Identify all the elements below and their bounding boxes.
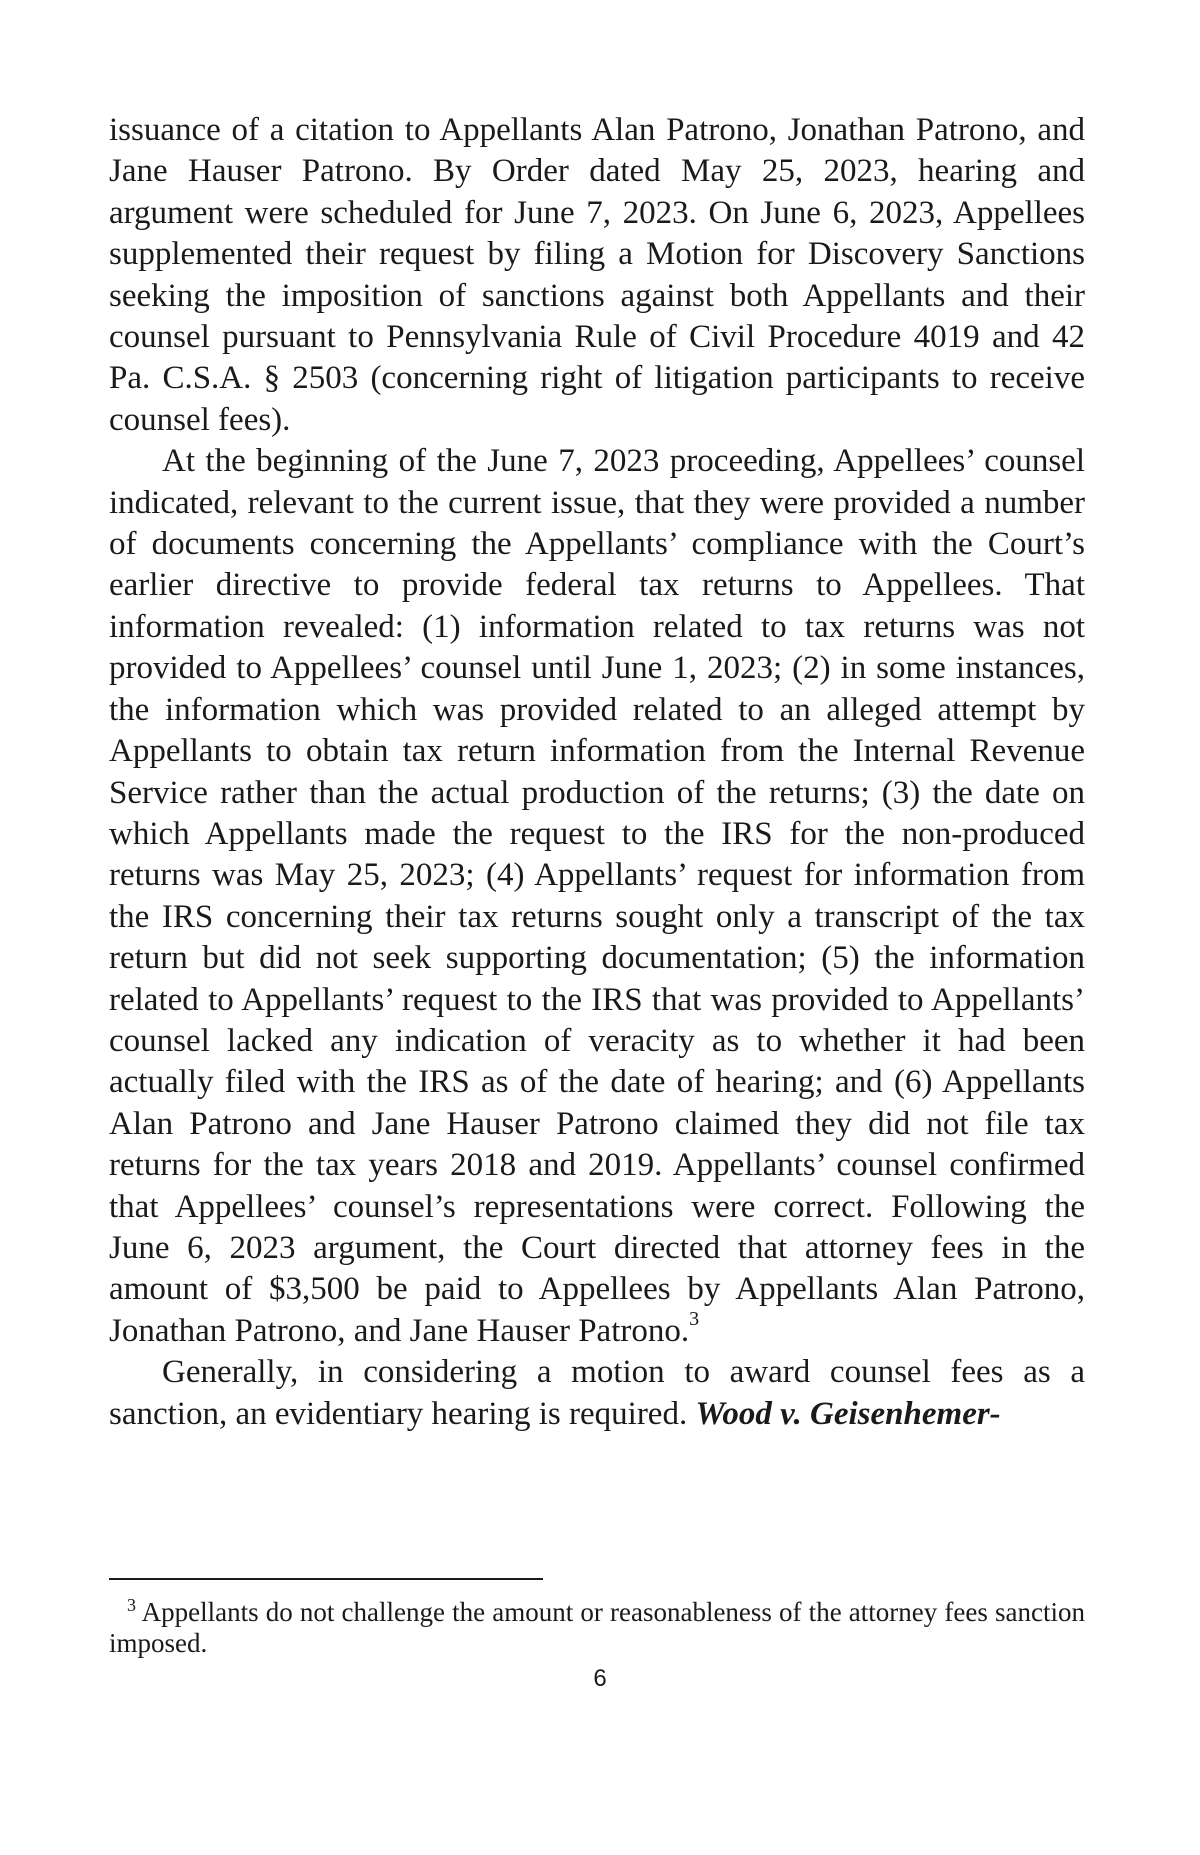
footnote [109, 1597, 1085, 1659]
paragraph-2-text: At the beginning of the June 7, 2023 proceeding, Appellees’ counsel indicated, relevant to the current issue, that they were provided a number of documents concerning the Appellants’ compliance with the Court’s earlier directive to provide federal tax returns to Appellees. That information revealed: (1) information related to tax returns was not provided to Appellees’ counsel until June 1, 2023; (2) in some instances, the information which was provided related to an alleged attempt by Appellants to obtain tax return information from the Internal Revenue Service rather than the actual production of the returns; (3) the date on which Appellants made the request to the IRS for the non-produced returns was May 25, 2023; (4) Appellants’ request for information from the IRS concerning their tax returns sought only a transcript of the tax return but did not seek supporting documentation; (5) the information related to Appellants’ request to the IRS that was provided to Appellants’ counsel lacked any indication of veracity as to whether it had been actually filed with the IRS as of the date of hearing; and (6) Appellants Alan Patrono and Jane Hauser Patrono claimed they did not file tax returns for the tax years 2018 and 2019. Appellants’ counsel confirmed that Appellees’ counsel’s representations were correct. Following the June 6, 2023 argument, the Court directed that attorney fees in the amount of $3,500 be paid to Appellees by Appellants Alan Patrono, Jonathan Patrono, and Jane Hauser Patrono. [109, 443, 1085, 1349]
footnote-mark: 3 [127, 1595, 136, 1615]
page-number: 6 [593, 1665, 607, 1692]
paragraph-2 [109, 441, 1085, 1352]
case-citation: Wood v. Geisenhemer- [695, 1395, 1001, 1432]
paragraph-1: issuance of a citation to Appellants Alan Patrono, Jonathan Patrono, and Jane Hauser Patrono. By Order dated May 25, 2023, hearing and argument were scheduled for June 7, 2023. On June 6, 2023, Appellees supplemented their request by filing a Motion for Discovery Sanctions seeking the imposition of sanctions against both Appellants and their counsel pursuant to Pennsylvania Rule of Civil Procedure 4019 and 42 Pa. C.S.A. § 2503 (concerning right of litigation participants to receive counsel fees). [109, 112, 1085, 438]
document-body [109, 110, 1085, 1435]
footnote-reference[interactable]: 3 [689, 1307, 700, 1330]
paragraph-3 [109, 1352, 1085, 1435]
footnote-text: Appellants do not challenge the amount or reasonableness of the attorney fees sanction imposed. [109, 1597, 1085, 1658]
paragraph-3-text: Generally, in considering a motion to award counsel fees as a sanction, an evidentiary hearing is required. [109, 1354, 1085, 1432]
footnote-divider [109, 1578, 543, 1580]
